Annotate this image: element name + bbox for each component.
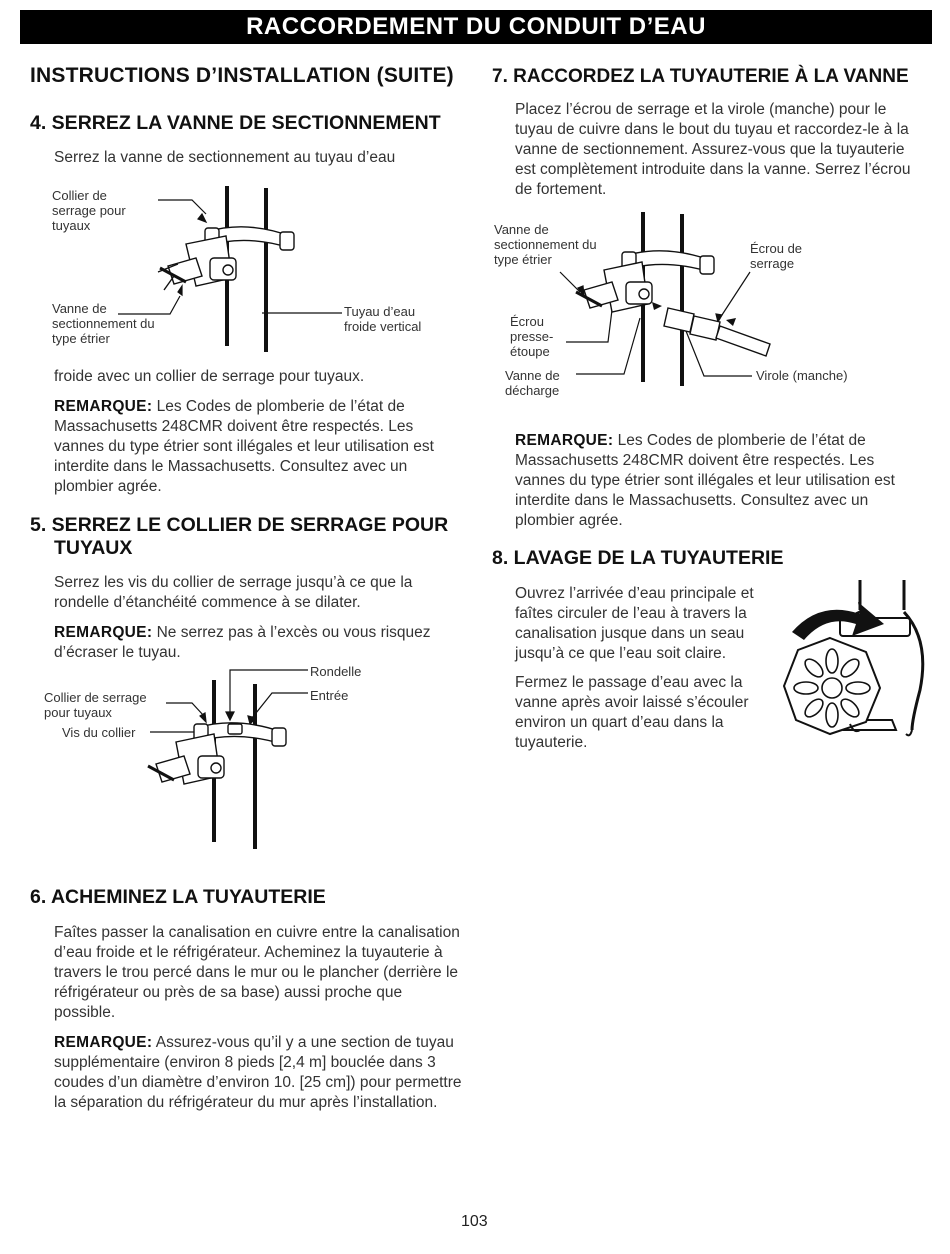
section-4-heading: 4. SERREZ LA VANNE DE SECTIONNEMENT [30,112,441,134]
section-5-body: Serrez les vis du collier de serrage jusqu’à ce que la rondelle d’étanchéité commence à se dilater. [54,574,413,611]
section-4-intro: Serrez la vanne de sectionnement au tuyau d’eau [54,149,396,166]
section-7-body: Placez l’écrou de serrage et la virole (manche) pour le tuyau de cuivre dans le bout du tuyau et raccordez-le à la vanne de sectionnement. Assurez-vous que la tuyauterie est complètement introduite dans la vanne. Serrez l’écrou de fortement. [515,101,911,198]
section-6-body: Faîtes passer la canalisation en cuivre entre la canalisation d’eau froide et le réfrigérateur. Acheminez la tuyauterie à travers le trou percé dans le mur ou le plancher (derrière le réfrigérateur ou près de sa base) aussi proche que possible. [54,924,460,1021]
section-7-note-text: Les Codes de plomberie de l’état de Massachusetts 248CMR doivent être respectés. Les vannes du type étrier sont illégales et leur utilisation est interdite dans le Massachusetts. Consultez avec un plombier agrée. [515,432,895,529]
fig7-label-drain: Vanne de décharge [505,368,560,398]
section-5-heading-1: 5. SERREZ LE COLLIER DE SERRAGE POUR [30,514,449,536]
fig5-label-inlet: Entrée [310,688,349,703]
fig5-label-screw: Vis du collier [62,725,136,740]
section-6-note-text: Assurez-vous qu’il y a une section de tuyau supplémentaire (environ 8 pieds [2,4 m] bouclée dans 3 coudes d’un diamètre d’environ 10. [25 cm]) pour permettre la séparation du réfrigérateur du mur après l’installation. [54,1034,462,1111]
section-5-heading-2: TUYAUX [54,537,133,559]
fig5-label-clamp: Collier de serrage pour tuyaux [44,690,147,720]
section-8-body-2: Fermez le passage d’eau avec la vanne après avoir laissé s’écouler environ un quart d’eau dans la tuyauterie. [515,674,749,751]
section-4-note-text: Les Codes de plomberie de l’état de Massachusetts 248CMR doivent être respectés. Les vannes du type étrier sont illégales et leur utilisation est interdite dans le Massachusetts. Consultez avec un plombier agrée. [54,398,434,495]
fig7-label-packing: Écrou presse- étoupe [510,314,554,359]
section-6-note-label: REMARQUE: [54,1034,153,1051]
section-7-heading: 7. RACCORDEZ LA TUYAUTERIE À LA VANNE [492,66,909,87]
section-8-heading: 8. LAVAGE DE LA TUYAUTERIE [492,547,784,569]
fig7-label-nut: Écrou de serrage [750,241,803,271]
section-5-note-text: Ne serrez pas à l’excès ou vous risquez d’écraser le tuyau. [54,624,431,661]
fig4-label-clamp: Collier de serrage pour tuyaux [52,188,126,233]
section-8-body-1: Ouvrez l’arrivée d’eau principale et faîtes circuler de l’eau à travers la canalisation jusque dans un seau jusqu’à ce que l’eau soit claire. [515,585,754,662]
main-title: INSTRUCTIONS D’INSTALLATION (SUITE) [30,64,454,87]
page-number: 103 [461,1213,488,1230]
section-4-note-label: REMARQUE: [54,398,153,415]
section-6-heading: 6. ACHEMINEZ LA TUYAUTERIE [30,886,326,908]
fig4-label-valve: Vanne de sectionnement du type étrier [52,301,155,346]
page-banner: RACCORDEMENT DU CONDUIT D’EAU [20,10,932,44]
fig5-label-washer: Rondelle [310,664,362,679]
fig4-label-pipe: Tuyau d’eau froide vertical [344,304,422,334]
section-7-note-label: REMARQUE: [515,432,614,449]
section-4-after: froide avec un collier de serrage pour tuyaux. [54,368,365,385]
fig7-label-valve: Vanne de sectionnement du type étrier [494,222,597,267]
fig7-label-ferrule: Virole (manche) [756,368,848,383]
section-5-note-label: REMARQUE: [54,624,153,641]
